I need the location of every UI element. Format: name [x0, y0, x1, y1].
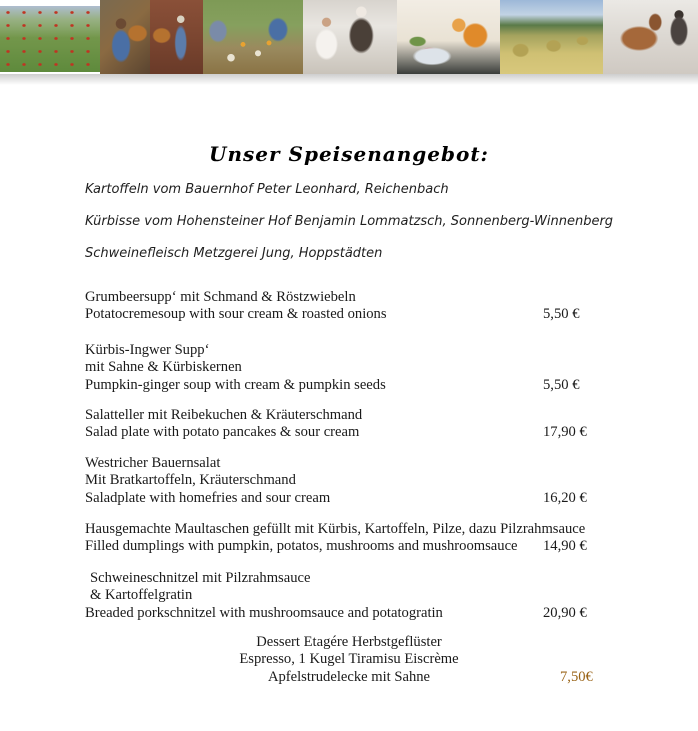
- menu-item-list: [85, 289, 695, 622]
- food-plate-pumpkin-photo: [397, 0, 500, 74]
- dish-price: 5,50 €: [543, 306, 580, 323]
- dish-name-german: Westricher Bauernsalat: [85, 454, 221, 471]
- menu-item: [85, 407, 695, 442]
- banner-drop-shadow: [0, 74, 698, 85]
- supplier-line: Kürbisse vom Hohensteiner Hof Benjamin Lommatzsch, Sonnenberg-Winnenberg: [85, 214, 614, 229]
- photo-collage-banner: [0, 0, 698, 74]
- dessert-price: 7,50€: [560, 668, 593, 685]
- dish-name-german: Grumbeersupp‘ mit Schmand & Röstzwiebeln: [85, 289, 356, 305]
- farmer-woman-cow-photo: [100, 0, 150, 74]
- dessert-section: [0, 634, 698, 686]
- dish-name-german: Kürbis-Ingwer Supp‘: [85, 341, 210, 358]
- menu-item: [85, 342, 695, 394]
- dish-description-german: Mit Bratkartoffeln, Kräuterschmand: [85, 472, 296, 489]
- horse-winter-photo: [603, 0, 698, 74]
- dish-description-german: & Kartoffelgratin: [90, 587, 193, 604]
- dish-price: 16,20 €: [543, 489, 587, 506]
- dish-name-english: Pumpkin-ginger soup with cream & pumpkin seeds: [85, 376, 386, 393]
- family-dining-photo: [203, 0, 303, 74]
- poppy-meadow-photo: [0, 6, 100, 72]
- dessert-title: Dessert Etagére Herbstgeflüster: [256, 634, 442, 650]
- dish-price: 5,50 €: [543, 376, 580, 393]
- dish-name-english: Salad plate with potato pancakes & sour cream: [85, 424, 360, 441]
- dessert-description: Espresso, 1 Kugel Tiramisu Eiscrème: [239, 651, 459, 668]
- butcher-chefs-photo: [303, 0, 397, 74]
- dish-name-german: Schweineschnitzel mit Pilzrahmsauce: [90, 569, 311, 586]
- dish-name-german: Hausgemachte Maultaschen gefüllt mit Kürbis, Kartoffeln, Pilze, dazu Pilzrahmsauce: [85, 521, 586, 538]
- dessert-description: Apfelstrudelecke mit Sahne: [267, 668, 431, 685]
- supplier-line: Schweinefleisch Metzgerei Jung, Hoppstädten: [85, 246, 383, 261]
- farmer-barn-photo: [150, 0, 203, 74]
- dish-name-english: Filled dumplings with pumpkin, potatos, mushrooms and mushroomsauce: [85, 538, 518, 555]
- dish-name-english: Breaded porkschnitzel with mushroomsauce and potatogratin: [85, 604, 443, 621]
- menu-item: [85, 289, 695, 324]
- supplier-line: Kartoffeln vom Bauernhof Peter Leonhard, Reichenbach: [85, 182, 449, 197]
- dish-name-german: Salatteller mit Reibekuchen & Kräuterschmand: [85, 407, 363, 424]
- page-title: Unser Speisenangebot:: [209, 142, 489, 166]
- dish-price: 20,90 €: [543, 604, 587, 621]
- dish-price: 14,90 €: [543, 538, 587, 555]
- dish-name-english: Potatocremesoup with sour cream & roasted onions: [85, 306, 387, 323]
- menu-item: [85, 521, 695, 556]
- dish-description-german: mit Sahne & Kürbiskernen: [85, 359, 242, 376]
- dish-price: 17,90 €: [543, 424, 587, 441]
- menu-item: [85, 455, 695, 507]
- dish-name-english: Saladplate with homefries and sour cream: [85, 489, 331, 506]
- hay-bales-photo: [500, 0, 603, 74]
- supplier-list: [85, 182, 613, 278]
- menu-item: [85, 570, 695, 622]
